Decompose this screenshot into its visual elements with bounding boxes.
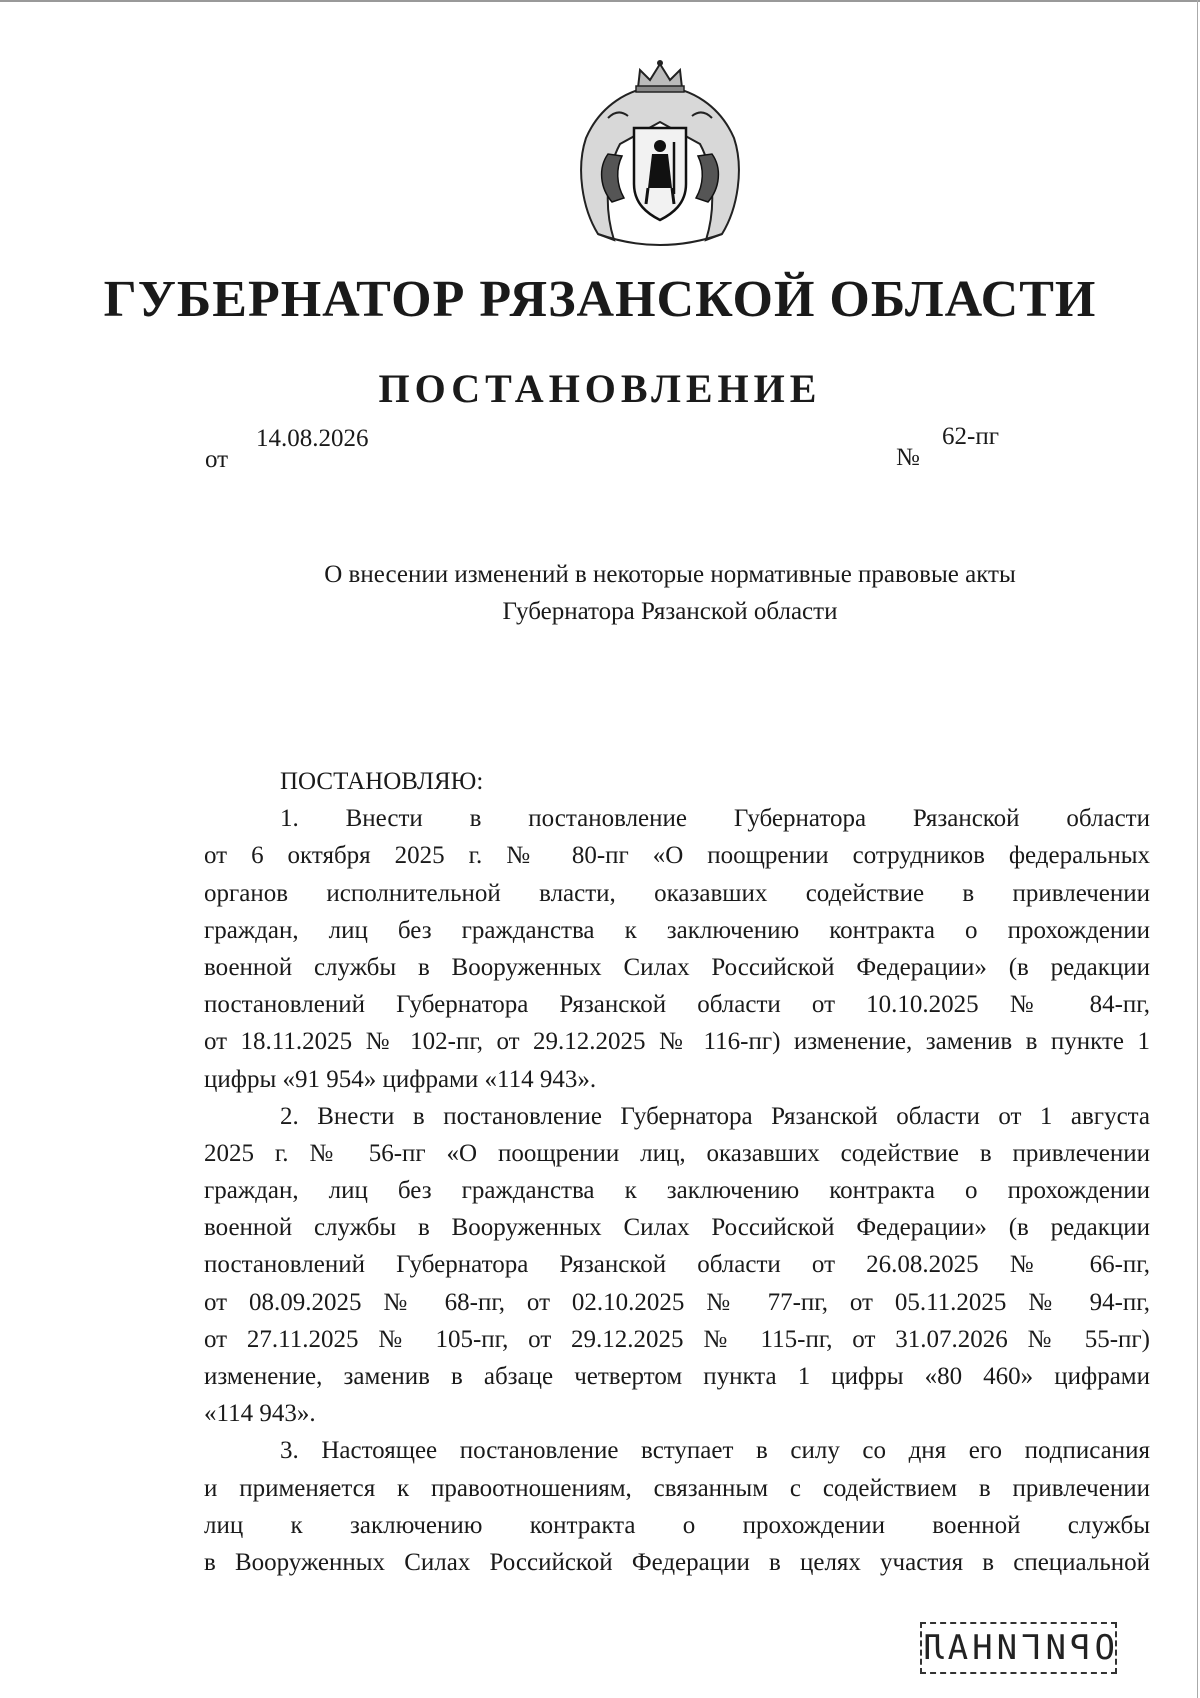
paragraph-3-line: 3. Настоящее постановление вступает в силу со дня его подписания [280,1437,1150,1465]
paragraph-1-line: 1. Внести в постановление Губернатора Рязанской области [280,805,1150,833]
document-date: 14.08.2026 [256,425,369,452]
paragraph-2-line: 2025 г. № 56-пг «О поощрении лиц, оказавших содействие в привлечении [204,1139,1150,1167]
paragraph-2-line: военной службы в Вооруженных Силах Российской Федерации» (в редакции [204,1214,1150,1242]
scan-edge-right [1197,0,1198,1698]
document-heading [190,556,1150,630]
paragraph-1-line: военной службы в Вооруженных Силах Российской Федерации» (в редакции [204,953,1150,981]
paragraph-1-line: от 6 октября 2025 г. № 80-пг «О поощрении сотрудников федеральных [204,842,1150,870]
paragraph-2-line: изменение, заменив в абзаце четвертом пункта 1 цифры «80 460» цифрами [204,1363,1150,1390]
paragraph-3-line: и применяется к правоотношениям, связанным с содействием в привлечении [204,1474,1150,1502]
paragraph-2-line: от 27.11.2025 № 105-пг, от 29.12.2025 № 115-пг, от 31.07.2026 № 55-пг) [204,1325,1150,1353]
paragraph-2-line: от 08.09.2025 № 68-пг, от 02.10.2025 № 77-пг, от 05.11.2025 № 94-пг, [204,1288,1150,1316]
paragraph-2-line: 2. Внести в постановление Губернатора Рязанской области от 1 августа [280,1102,1150,1130]
date-label: от [205,446,229,473]
preamble: ПОСТАНОВЛЯЮ: [280,768,484,795]
document-title: ГУБЕРНАТОР РЯЗАНСКОЙ ОБЛАСТИ [103,271,1097,328]
paragraph-2-line: «114 943». [204,1400,316,1428]
paragraph-1-line: цифры «91 954» цифрами «114 943». [204,1065,597,1093]
paragraph-1-line: постановлений Губернатора Рязанской области от 10.10.2025 № 84-пг, [204,991,1150,1019]
paragraph-1-line: органов исполнительной власти, оказавших содействие в привлечении [204,879,1150,907]
paragraph-2-line: граждан, лиц без гражданства к заключению контракта о прохождении [204,1177,1150,1205]
coat-of-arms-icon [568,58,753,248]
heading-line: О внесении изменений в некоторые нормативные правовые акты [324,561,1016,588]
document-number: 62-пг [942,423,999,450]
paragraph-3-line: в Вооруженных Силах Российской Федерации в целях участия в специальной [204,1548,1150,1576]
document-subtitle: ПОСТАНОВЛЕНИЕ [378,366,822,411]
document-body [204,763,1150,1581]
original-stamp: ОРИГИНАЛ [920,1622,1117,1674]
heading-line: Губернатора Рязанской области [502,598,838,625]
paragraph-2-line: постановлений Губернатора Рязанской области от 26.08.2025 № 66-пг, [204,1251,1150,1279]
number-label: № [896,444,920,471]
paragraph-3-line: лиц к заключению контракта о прохождении военной службы [204,1511,1150,1539]
paragraph-1-line: граждан, лиц без гражданства к заключению контракта о прохождении [204,916,1150,944]
paragraph-1-line: от 18.11.2025 № 102-пг, от 29.12.2025 № 116-пг) изменение, заменив в пункте 1 [204,1028,1150,1056]
scan-edge-top [0,0,1200,2]
